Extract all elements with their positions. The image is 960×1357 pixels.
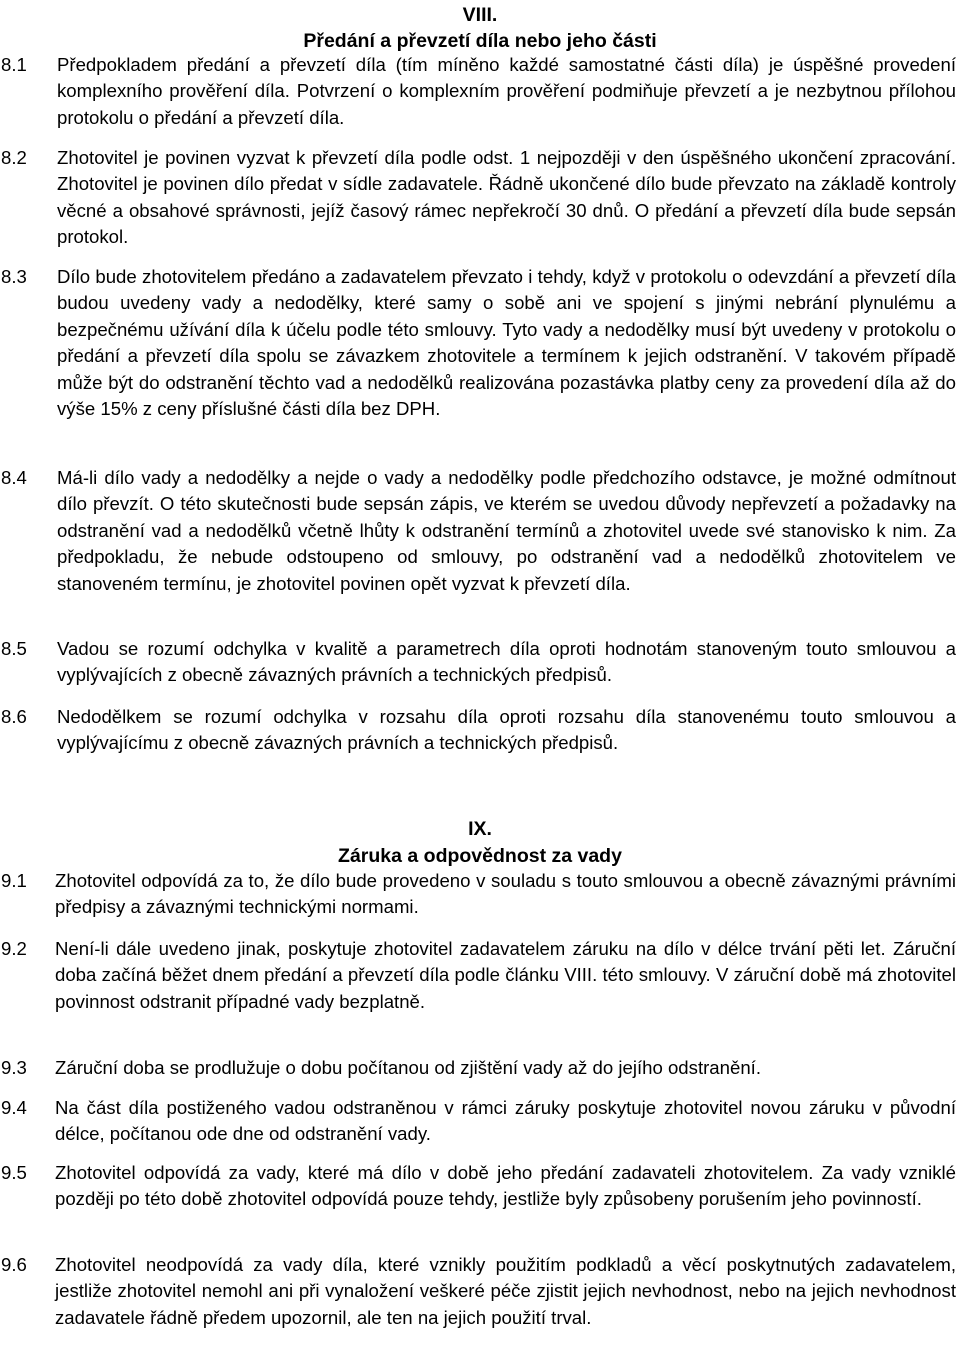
clause-8-6 bbox=[0, 704, 956, 757]
section-viii-roman: VIII. bbox=[462, 4, 498, 26]
clause-text: Na část díla postiženého vadou odstraněnou v rámci záruky poskytuje zhotovitel novou záruku v původní délce, počítanou ode dne od odstranění vady. bbox=[55, 1097, 956, 1145]
clause-number: 9.3 bbox=[1, 1057, 27, 1078]
clause-text: Má-li dílo vady a nedodělky a nejde o vady a nedodělky podle předchozího odstavce, je možné odmítnout dílo převzít. O této skutečnosti bude sepsán zápis, ve kterém se uvedou důvody nepřevzetí a požadavky na odstranění vad a nedodělků včetně lhůty k odstranění termínů a zhotovitel uvede své stanovisko k nim. Za předpokladu, že nebude odstoupeno od smlouvy, po odstranění vad a nedodělků zhotovitelem ve stanoveném termínu, je zhotovitel povinen opět vyzvat k převzetí díla. bbox=[57, 467, 956, 594]
clause-number: 8.4 bbox=[1, 467, 27, 488]
clause-8-4 bbox=[0, 465, 956, 597]
clause-8-5 bbox=[0, 636, 956, 689]
clause-text: Záruční doba se prodlužuje o dobu počítanou od zjištění vady až do jejího odstranění. bbox=[55, 1057, 761, 1078]
clause-text: Není-li dále uvedeno jinak, poskytuje zhotovitel zadavatelem záruku na dílo v délce trvání pěti let. Záruční doba začíná běžet dnem předání a převzetí díla podle článku VIII. této smlouvy. V záruční době má zhotovitel povinnost odstranit případné vady bezplatně. bbox=[55, 938, 956, 1012]
clause-number: 8.6 bbox=[1, 706, 27, 727]
clause-text: Zhotovitel je povinen vyzvat k převzetí díla podle odst. 1 nejpozději v den úspěšného ukončení zpracování. Zhotovitel je povinen dílo předat v sídle zadavatele. Řádně ukončené dílo bude převzato na základě kontroly věcné a obsahové správnosti, jejíž časový rámec nepřekročí 30 dnů. O předání a převzetí díla bude sepsán protokol. bbox=[57, 147, 956, 248]
clause-number: 9.1 bbox=[1, 870, 27, 891]
clause-text: Dílo bude zhotovitelem předáno a zadavatelem převzato i tehdy, když v protokolu o odevzdání a převzetí díla budou uvedeny vady a nedodělky, které samy o sobě ani ve spojení s jinými nebrání plynulému a bezpečnému užívání díla k účelu podle této smlouvy. Tyto vady a nedodělky musí být uvedeny v protokolu o předání a převzetí díla spolu se závazkem zhotovitele a termínem k jejich odstranění. V takovém případě může být do odstranění těchto vad a nedodělků realizována pozastávka platby ceny za provedení díla až do výše 15% z ceny příslušné části díla bez DPH. bbox=[57, 266, 956, 420]
clause-number: 9.2 bbox=[1, 938, 27, 959]
clause-text: Zhotovitel odpovídá za vady, které má dílo v době jeho předání zadavateli zhotovitelem. Za vady vzniklé později po této době zhotovitel odpovídá pouze tehdy, jestliže byly způsobeny porušením jeho povinností. bbox=[55, 1162, 956, 1210]
clause-9-2 bbox=[0, 936, 956, 1015]
clause-text: Vadou se rozumí odchylka v kvalitě a parametrech díla oproti hodnotám stanoveným touto smlouvou a vyplývajících z obecně závazných právních a technických předpisů. bbox=[57, 638, 956, 686]
clause-number: 8.2 bbox=[1, 147, 27, 168]
clause-9-3 bbox=[0, 1055, 956, 1081]
clause-9-1 bbox=[0, 868, 956, 921]
clause-text: Nedodělkem se rozumí odchylka v rozsahu díla oproti rozsahu díla stanovenému touto smlouvou a vyplývajícímu z obecně závazných právních a technických předpisů. bbox=[57, 706, 956, 754]
clause-9-6 bbox=[0, 1252, 956, 1331]
section-ix-heading: Záruka a odpovědnost za vady bbox=[338, 845, 622, 867]
clause-number: 8.1 bbox=[1, 54, 27, 75]
clause-8-1 bbox=[0, 52, 956, 131]
clause-text: Předpokladem předání a převzetí díla (tím míněno každé samostatné části díla) je úspěšné provedení komplexního prověření díla. Potvrzení o komplexním prověření podmiňuje převzetí a je nezbytnou přílohou protokolu o předání a převzetí díla. bbox=[57, 54, 956, 128]
clause-number: 9.6 bbox=[1, 1254, 27, 1275]
clause-9-4 bbox=[0, 1095, 956, 1148]
clause-number: 8.3 bbox=[1, 266, 27, 287]
clause-number: 9.4 bbox=[1, 1097, 27, 1118]
clause-9-5 bbox=[0, 1160, 956, 1213]
section-viii-heading: Předání a převzetí díla nebo jeho části bbox=[303, 30, 657, 52]
section-ix-roman: IX. bbox=[468, 818, 492, 840]
clause-8-3 bbox=[0, 264, 956, 422]
clause-text: Zhotovitel neodpovídá za vady díla, které vznikly použitím podkladů a věcí poskytnutých zadavatelem, jestliže zhotovitel nemohl ani při vynaložení veškeré péče zjistit jejich nevhodnost, nebo na jejich nevhodnost zadavatele řádně předem upozornil, ale ten na jejich použití trval. bbox=[55, 1254, 956, 1328]
clause-number: 8.5 bbox=[1, 638, 27, 659]
clause-number: 9.5 bbox=[1, 1162, 27, 1183]
clause-8-2 bbox=[0, 145, 956, 251]
clause-text: Zhotovitel odpovídá za to, že dílo bude provedeno v souladu s touto smlouvou a obecně závaznými právními předpisy a závaznými technickými normami. bbox=[55, 870, 956, 918]
